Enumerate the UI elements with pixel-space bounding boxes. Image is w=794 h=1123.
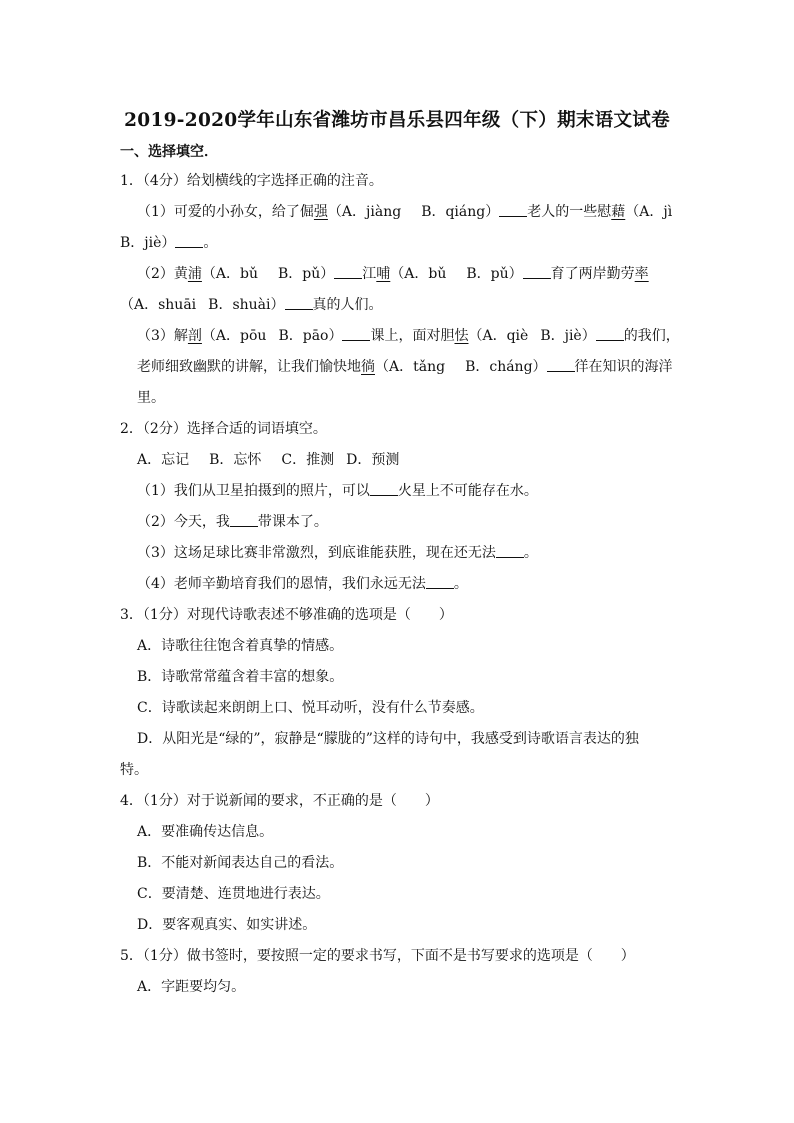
option: D．预测: [346, 452, 400, 468]
question-2-stem: 2．（2分）选择合适的词语填空。: [120, 421, 327, 437]
option-b: B．pǔ）: [466, 266, 523, 282]
answer-blank[interactable]: [334, 264, 362, 279]
answer-blank[interactable]: [426, 574, 454, 589]
answer-blank[interactable]: [596, 326, 624, 341]
text: 真的人们。: [312, 297, 383, 313]
question-4-option-a: A．要准确传达信息。: [137, 824, 274, 840]
text: （3）这场足球比赛非常激烈，到底谁能获胜，现在还无法: [137, 545, 496, 561]
text: （1）我们从卫星拍摄到的照片，可以: [137, 483, 370, 499]
text: （2）今天，我: [137, 514, 230, 530]
question-4-stem: 4．（1分）对于说新闻的要求，不正确的是（ ）: [120, 793, 439, 809]
option-b: B．jiè）: [540, 328, 596, 344]
question-4-option-b: B．不能对新闻表达自己的看法。: [137, 855, 344, 871]
question-3-stem: 3．（1分）对现代诗歌表述不够准确的选项是（ ）: [120, 607, 453, 623]
page-title: 2019-2020学年山东省潍坊市昌乐县四年级（下）期末语文试卷: [124, 110, 670, 131]
option-b: B．jiè）: [120, 235, 176, 251]
question-1-sub-2-cont: [120, 290, 674, 321]
question-1-stem: 1．（4分）给划横线的字选择正确的注音。: [120, 173, 383, 189]
option: B．忘怀: [209, 452, 262, 468]
option-a: （A．qiè: [468, 328, 529, 344]
text: （2）黄: [137, 266, 188, 282]
answer-blank[interactable]: [547, 357, 575, 372]
question-1-sub-2: [120, 259, 674, 290]
option-a: （A．bǔ: [201, 266, 259, 282]
text: 的我们，: [623, 328, 680, 344]
text: （4）老师辛勤培育我们的恩情，我们永远无法: [137, 576, 426, 592]
option-b: B．qiáng）: [421, 204, 500, 220]
option-a: （A．shuāi: [120, 297, 197, 313]
question-3-option-c: C．诗歌读起来朗朗上口、悦耳动听，没有什么节奏感。: [137, 700, 484, 716]
option-b: B．pāo）: [278, 328, 343, 344]
text: 。: [523, 545, 538, 561]
question-5-stem: 5．（1分）做书签时，要按照一定的要求书写，下面不是书写要求的选项是（ ）: [120, 948, 635, 964]
text: 火星上不可能存在水。: [397, 483, 538, 499]
option-a: （A．bǔ: [390, 266, 447, 282]
question-4-option-c: C．要清楚、连贯地进行表达。: [137, 886, 330, 902]
text: 课上，面对胆: [370, 328, 455, 344]
option: C．推测: [281, 452, 335, 468]
underlined-char: 浦: [187, 266, 202, 282]
question-3-option-d-cont: 特。: [120, 762, 148, 778]
text: 。: [203, 235, 218, 251]
question-2-sub-3: [120, 538, 674, 569]
answer-blank[interactable]: [523, 264, 551, 279]
question-1-sub-1: [120, 197, 674, 228]
underlined-char: 剖: [187, 328, 202, 344]
option-a: （A．jiàng: [327, 204, 402, 220]
question-1-sub-3: [120, 321, 680, 352]
text: 老师细致幽默的讲解，让我们愉快地: [137, 359, 361, 375]
option-b: B．shuài）: [208, 297, 285, 313]
section-heading: 一、选择填空．: [120, 144, 218, 160]
text: 老人的一些慰: [527, 204, 612, 220]
question-2-options: [120, 445, 674, 476]
answer-blank[interactable]: [370, 481, 398, 496]
text: （3）解: [137, 328, 188, 344]
question-3-option-d: D．从阳光是“绿的”，寂静是“朦胧的”这样的诗句中，我感受到诗歌语言表达的独: [137, 731, 639, 747]
text: 。: [453, 576, 468, 592]
question-1-sub-3-end: 里。: [137, 390, 165, 406]
question-1-sub-1-cont: [120, 228, 674, 259]
answer-blank[interactable]: [496, 543, 524, 558]
text: 徉在知识的海洋: [574, 359, 673, 375]
answer-blank[interactable]: [230, 512, 258, 527]
question-3-option-a: A．诗歌往往饱含着真挚的情感。: [137, 638, 344, 654]
question-4-option-d: D．要客观真实、如实讲述。: [137, 917, 317, 933]
underlined-char: 强: [313, 204, 328, 220]
text: 育了两岸勤劳: [550, 266, 635, 282]
option-a: （A．tǎng: [375, 359, 446, 375]
question-2-sub-4: [120, 569, 674, 600]
option-b: B．pǔ）: [278, 266, 335, 282]
answer-blank[interactable]: [175, 233, 203, 248]
underlined-char: 怯: [454, 328, 469, 344]
question-1-sub-3-cont: [120, 352, 674, 383]
answer-blank[interactable]: [499, 202, 527, 217]
underlined-char: 率: [634, 266, 649, 282]
question-3-option-b: B．诗歌常常蕴含着丰富的想象。: [137, 669, 344, 685]
option-a: （A．pōu: [201, 328, 267, 344]
text: （1）可爱的小孙女，给了倔: [137, 204, 314, 220]
question-2-sub-1: [120, 476, 674, 507]
text: 江: [362, 266, 377, 282]
option-b: B．cháng）: [465, 359, 547, 375]
answer-blank[interactable]: [285, 295, 313, 310]
text: 带课本了。: [257, 514, 328, 530]
option-a: （A．jì: [625, 204, 673, 220]
question-5-option-a: A．字距要均匀。: [137, 979, 246, 995]
question-2-sub-2: [120, 507, 674, 538]
option: A．忘记: [137, 452, 190, 468]
underlined-char: 藉: [611, 204, 626, 220]
underlined-char: 哺: [376, 266, 391, 282]
underlined-char: 徜: [361, 359, 375, 375]
answer-blank[interactable]: [342, 326, 370, 341]
